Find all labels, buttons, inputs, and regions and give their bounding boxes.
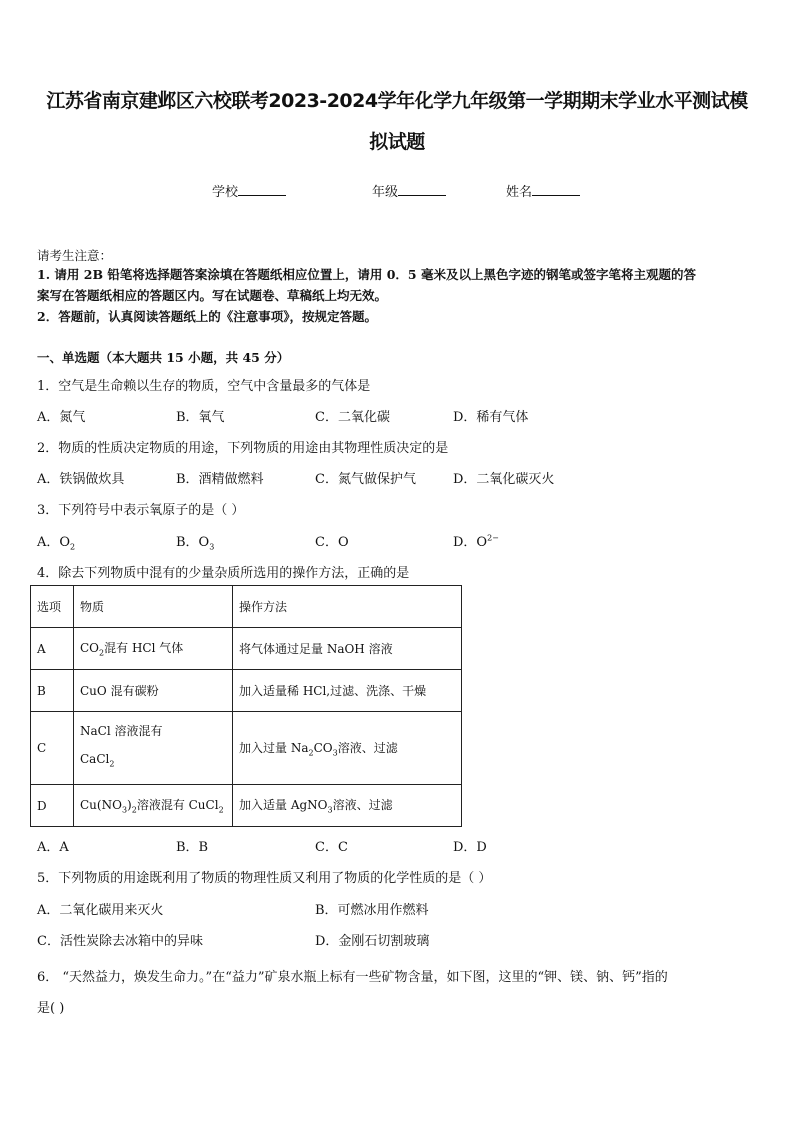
q2-option-c[interactable]: C．氮气做保护气 [315,472,416,487]
q3-option-b-text: B．O [176,535,210,550]
row-a-substance-text-1: CO [80,641,100,656]
row-b-substance: CuO 混有碳粉 [74,670,233,712]
row-b-option: B [31,670,74,712]
q1-option-b[interactable]: B．氧气 [176,410,225,425]
notes-item2: 2．答题前，认真阅读答题纸上的《注意事项》，按规定答题。 [37,309,377,324]
row-d-substance-text-1: Cu(NO [80,798,122,813]
impurity-table [30,585,462,827]
row-c-substance-line2-text: CaCl [80,752,110,767]
q1-option-a[interactable]: A．氮气 [37,410,86,425]
school-blank[interactable] [238,183,286,196]
q4-option-c[interactable]: C．C [315,840,348,855]
q4-option-b[interactable]: B．B [176,840,209,855]
name-label: 姓名 [506,185,533,200]
table-row [31,628,462,670]
question-3-stem: 3．下列符号中表示氧原子的是（ ） [37,503,245,518]
header-method: 操作方法 [233,586,462,628]
q5-option-b[interactable]: B．可燃冰用作燃料 [315,903,429,918]
row-c-method-text-2: CO [313,740,333,755]
row-c-substance-line2-sub: 2 [109,759,115,769]
question-2-stem: 2．物质的性质决定物质的用途，下列物质的用途由其物理性质决定的是 [37,441,449,456]
exam-title-line1: 江苏省南京建邺区六校联考2023-2024学年化学九年级第一学期期末学业水平测试模 [46,90,748,112]
row-d-method-text-2: 溶液、过滤 [332,798,393,813]
q3-option-d-sup: 2− [487,533,499,543]
name-blank[interactable] [532,183,580,196]
q4-option-d[interactable]: D．D [453,840,487,855]
name-field [506,181,580,200]
q4-option-a[interactable]: A．A [37,840,69,855]
q2-option-d[interactable]: D．二氧化碳灭火 [453,472,555,487]
row-a-method: 将气体通过足量 NaOH 溶液 [233,628,462,670]
row-a-substance [74,628,233,670]
question-6-stem-line2: 是( ) [37,1001,65,1016]
row-b-method: 加入适量稀 HCl,过滤、洗涤、干燥 [233,670,462,712]
row-a-substance-text-2: 混有 HCl 气体 [104,641,184,656]
exam-title-line2: 拟试题 [369,131,425,153]
row-c-substance [74,712,233,785]
question-5-stem: 5．下列物质的用途既利用了物质的物理性质又利用了物质的化学性质的是（ ） [37,871,492,886]
q3-option-b[interactable] [176,531,214,552]
q5-option-d[interactable]: D．金刚石切割玻璃 [315,934,430,949]
row-c-method-sub-1: 2 [308,748,314,758]
section-heading: 一、单选题（本大题共 15 小题，共 45 分） [37,350,290,365]
q3-option-b-sub: 3 [209,542,215,552]
notes-item1-line1: 1. 请用 2B 铅笔将选择题答案涂填在答题纸相应位置上，请用 0．5 毫米及以上黑色字迹的钢笔或签字笔将主观题的答 [37,267,696,282]
q3-option-a-text: A．O [37,535,71,550]
q1-option-c[interactable]: C．二氧化碳 [315,410,390,425]
q3-option-d-text: D．O [453,535,488,550]
question-1-stem: 1．空气是生命赖以生存的物质，空气中含量最多的气体是 [37,379,371,394]
table-row [31,785,462,827]
row-d-option: D [31,785,74,827]
q1-option-d[interactable]: D．稀有气体 [453,410,529,425]
q2-option-a[interactable]: A．铁锅做炊具 [37,472,125,487]
row-c-option: C [31,712,74,785]
q3-option-a[interactable] [37,531,75,552]
table-header-row [31,586,462,628]
header-option: 选项 [31,586,74,628]
row-c-method [233,712,462,785]
school-label: 学校 [212,185,239,200]
row-d-substance-sub-2: 2 [131,805,137,815]
q3-option-a-sub: 2 [70,542,76,552]
table-row [31,670,462,712]
row-a-option: A [31,628,74,670]
row-d-method-sub: 3 [327,805,333,815]
row-d-method [233,785,462,827]
q5-option-c[interactable]: C．活性炭除去冰箱中的异味 [37,934,203,949]
row-c-method-text-3: 溶液、过滤 [337,740,398,755]
q5-option-a[interactable]: A．二氧化碳用来灭火 [37,903,164,918]
row-d-substance [74,785,233,827]
grade-label: 年级 [372,185,399,200]
row-d-method-text-1: 加入适量 AgNO [239,798,328,813]
question-6-stem-line1: 6． “天然益力，焕发生命力。”在“益力”矿泉水瓶上标有一些矿物含量，如下图，这里的“钾、镁、钠、钙”指的 [37,970,668,985]
row-d-substance-text-2: ) [127,798,132,813]
notes-item1-line2: 案写在答题纸相应的答题区内。写在试题卷、草稿纸上均无效。 [37,288,388,303]
q3-option-c[interactable]: C．O [315,535,349,550]
row-a-substance-sub: 2 [99,648,105,658]
grade-blank[interactable] [398,183,446,196]
row-d-substance-sub-3: 2 [218,805,224,815]
row-c-method-text-1: 加入过量 Na [239,740,309,755]
grade-field [372,181,446,200]
row-c-substance-line1: NaCl 溶液混有 [80,724,163,739]
row-d-substance-text-3: 溶液混有 CuCl [136,798,219,813]
header-substance: 物质 [74,586,233,628]
school-field [212,181,286,200]
table-row [31,712,462,785]
notes-heading: 请考生注意： [37,248,113,263]
row-c-method-sub-2: 3 [332,748,338,758]
q3-option-d[interactable] [453,531,499,550]
row-c-substance-line2 [80,745,226,778]
question-4-stem: 4．除去下列物质中混有的少量杂质所选用的操作方法，正确的是 [37,566,410,581]
row-d-substance-sub-1: 3 [121,805,128,815]
q2-option-b[interactable]: B．酒精做燃料 [176,472,264,487]
